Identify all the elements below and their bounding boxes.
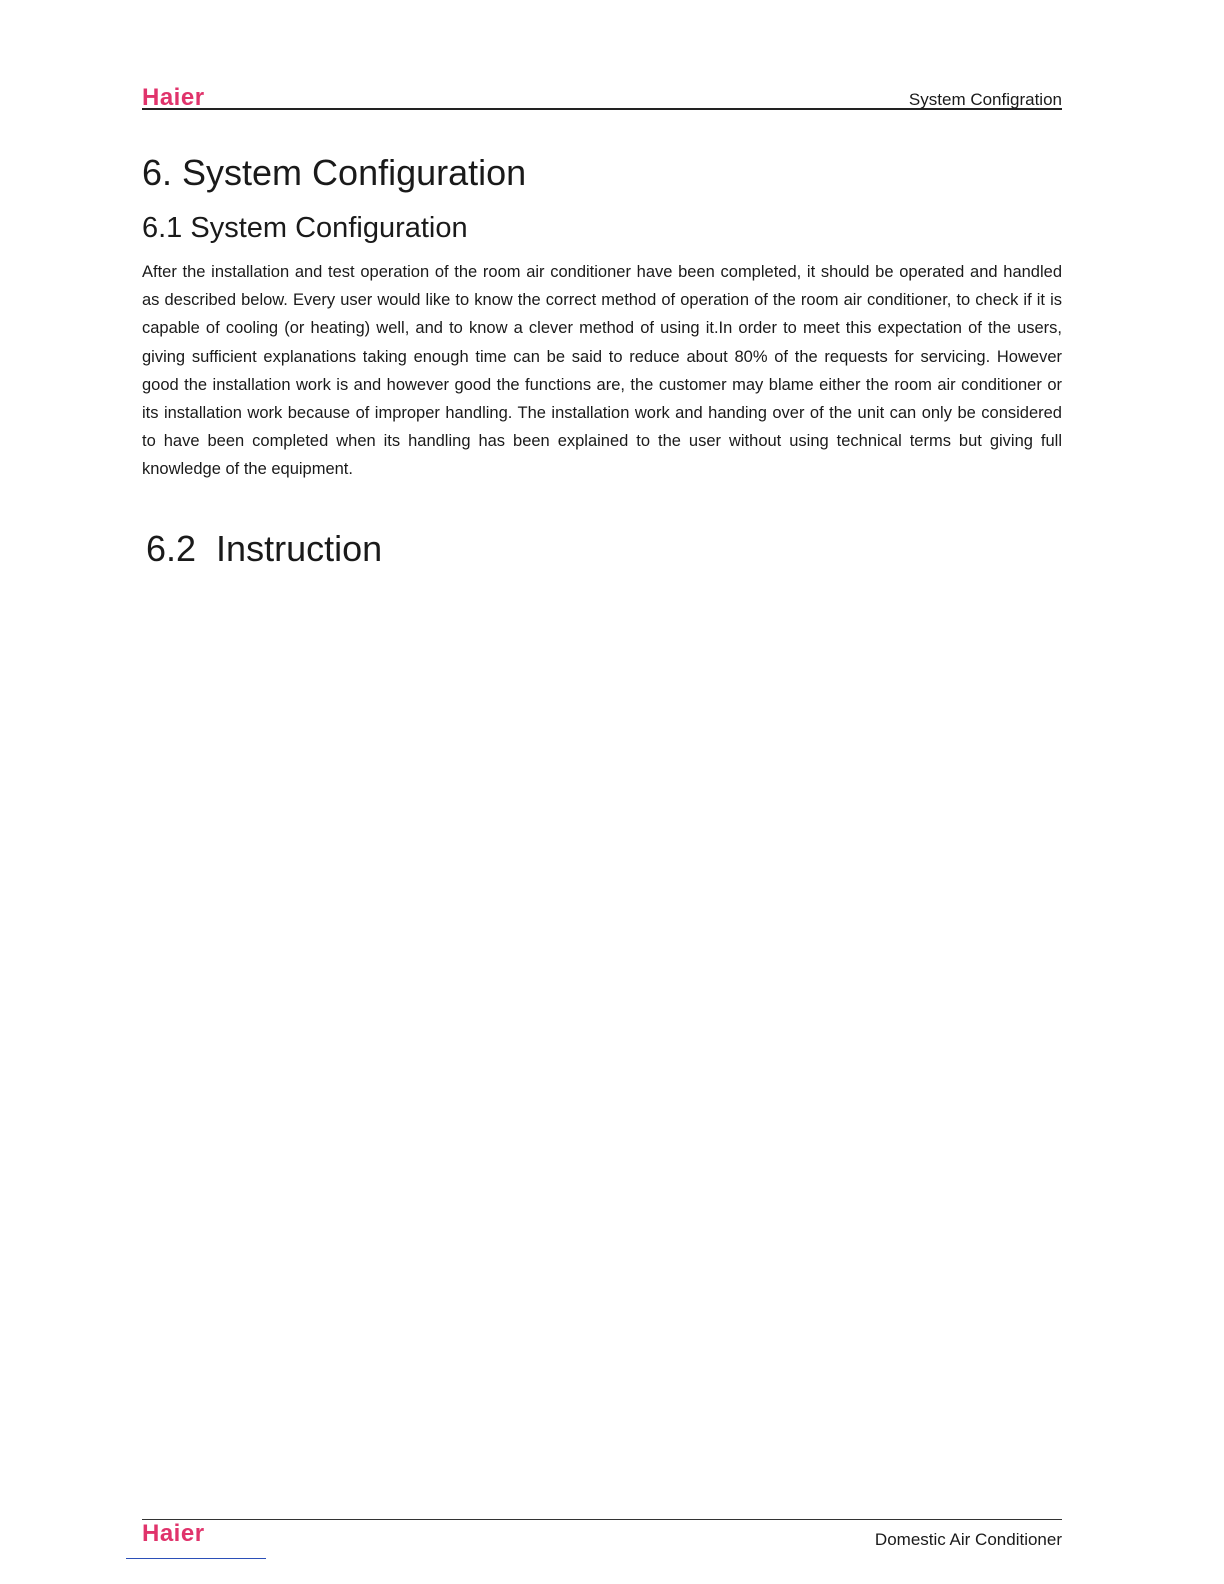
section-title: 6.1 System Configuration	[142, 212, 468, 244]
chapter-title: 6. System Configuration	[142, 152, 527, 193]
subsection-title: 6.2 Instruction	[146, 528, 383, 569]
body-paragraph: After the installation and test operation of the room air conditioner have been completed, it should be operated and handled as described below. Every user would like to know the correct method of operation of the room air conditioner, to check if it is capable of cooling (or heating) well, and to know a clever method of using it.In order to meet this expectation of the users, giving sufficient explanations taking enough time can be said to reduce about 80% of the requests for servicing. However good the installation work is and however good the functions are, the customer may blame either the room air conditioner or its installation work because of improper handling. The installation work and handing over of the unit can only be considered to have been completed when its handling has been explained to the user without using technical terms but giving full knowledge of the equipment.	[142, 263, 1062, 479]
page-header	[142, 84, 1062, 110]
haier-logo: Haier	[142, 84, 205, 111]
haier-footer-logo: Haier	[142, 1520, 205, 1547]
header-section-title: System Configration	[908, 90, 1062, 109]
footer-underline	[126, 1558, 266, 1559]
page-footer	[142, 1519, 1062, 1560]
footer-caption: Domestic Air Conditioner	[874, 1530, 1062, 1549]
